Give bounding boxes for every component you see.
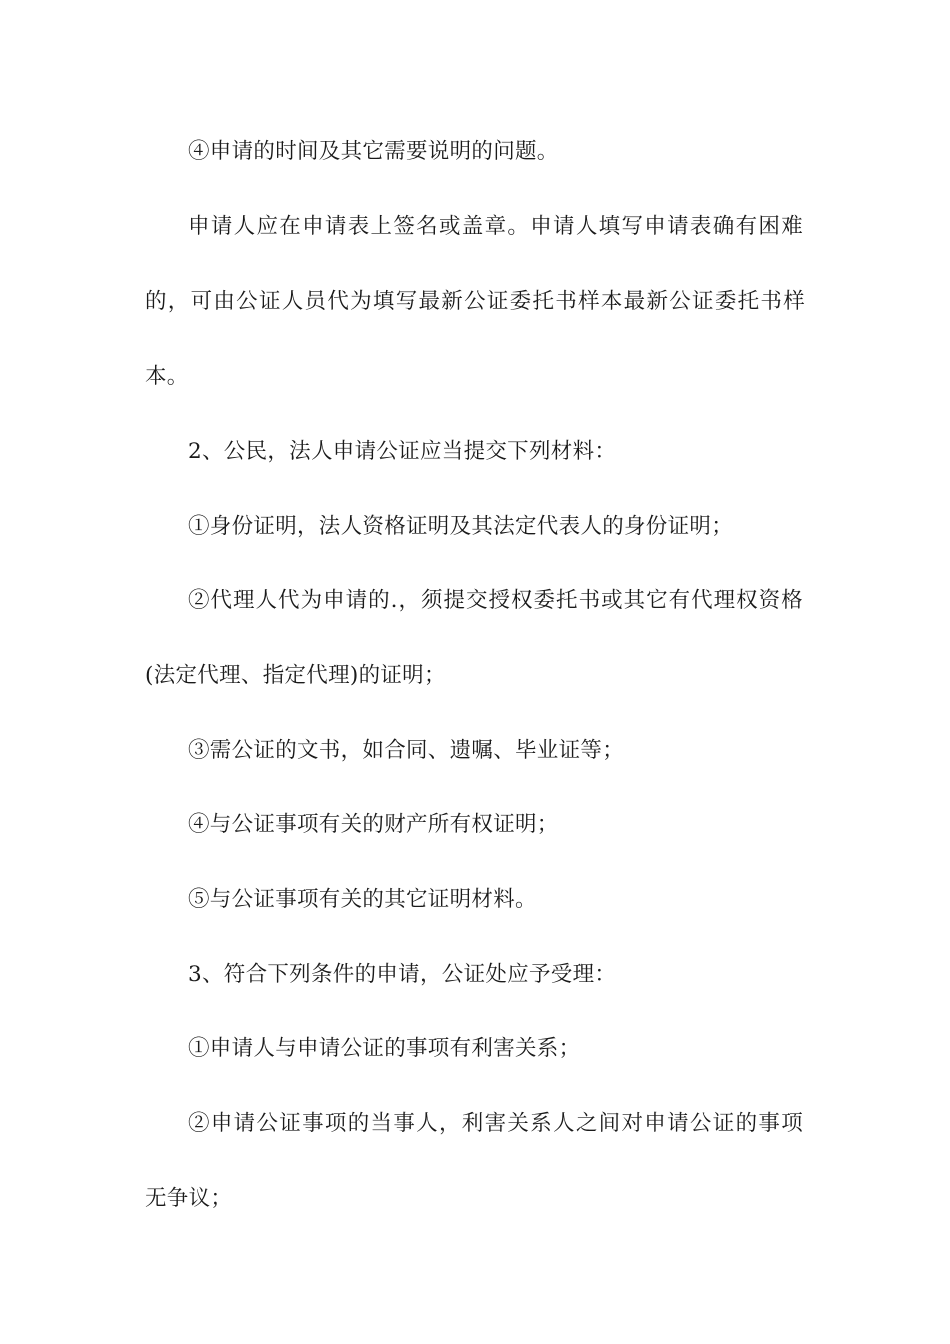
text-line: ②申请公证事项的当事人，利害关系人之间对申请公证的事项 bbox=[188, 1111, 803, 1136]
text-line: 申请人应在申请表上签名或盖章。申请人填写申请表确有困难 bbox=[188, 214, 803, 239]
text-line: (法定代理、指定代理)的证明； bbox=[145, 663, 446, 688]
text-line: ①申请人与申请公证的事项有利害关系； bbox=[188, 1036, 581, 1061]
text-line: ④与公证事项有关的财产所有权证明； bbox=[188, 812, 559, 837]
text-line: 3、符合下列条件的申请，公证处应予受理： bbox=[188, 962, 617, 987]
text-line: ⑤与公证事项有关的其它证明材料。 bbox=[188, 887, 537, 912]
text-line: 本。 bbox=[145, 364, 189, 389]
text-line: ③需公证的文书，如合同、遗嘱、毕业证等； bbox=[188, 738, 625, 763]
text-line: ②代理人代为申请的.，须提交授权委托书或其它有代理权资格 bbox=[188, 588, 803, 613]
text-line: 2、公民，法人申请公证应当提交下列材料： bbox=[188, 439, 617, 464]
text-line: 的，可由公证人员代为填写最新公证委托书样本最新公证委托书样 bbox=[145, 289, 805, 314]
text-line: 无争议； bbox=[145, 1186, 233, 1211]
text-line: ④申请的时间及其它需要说明的问题。 bbox=[188, 139, 559, 164]
text-line: ①身份证明，法人资格证明及其法定代表人的身份证明； bbox=[188, 514, 734, 539]
